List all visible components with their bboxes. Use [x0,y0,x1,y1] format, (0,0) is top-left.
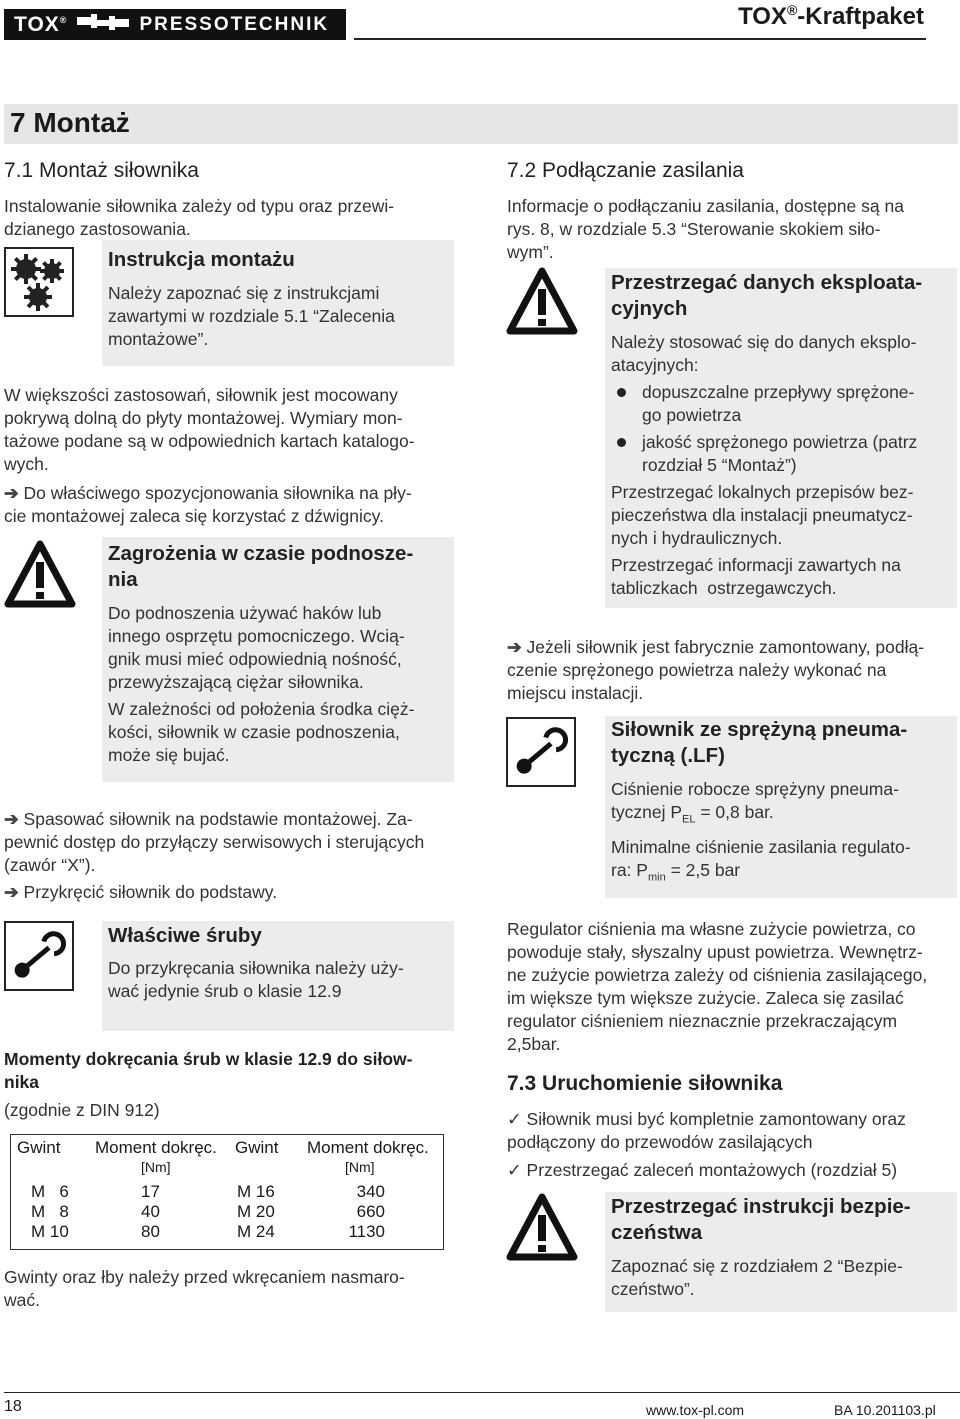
box-lifting-hazards: Zagrożenia w czasie podnosze- nia Do podnoszenia używać haków lub innego osprzętu pomocniczego. Wcią- gnik musi mieć odpowiednią nośność, przewyższającą ciężar siłownika. W zależności od położenia środka cięż- kości, siłownik w czasie podnoszenia, może się bujać. [102,537,454,782]
list-item: jakość sprężonego powietrza (patrz rozdział 5 “Montaż”) [611,431,951,477]
box-proper-screws: Właściwe śruby Do przykręcania siłownika należy uży- wać jedynie śrub o klasie 12.9 [102,921,454,1031]
checklist: ✓ Siłownik musi być kompletnie zamontowany oraz podłączony do przewodów zasilających ✓ Przestrzegać zaleceń montażowych (rozdział 5) [507,1109,906,1180]
logo-tox: TOX® [14,12,68,36]
table-right-torques: 340 660 1130 [348,1182,385,1241]
bullet-icon [617,388,626,397]
wrench-icon [4,921,74,996]
footer-url[interactable]: www.tox-pl.com [646,1402,745,1418]
warning-icon [506,1193,578,1266]
paragraph-factory-mounted: ➔ Jeżeli siłownik jest fabrycznie zamontowany, podłą- czenie sprężonego powietrza należy wykonać na miejscu instalacji. [507,637,925,703]
table-left-threads: M 6 M 8 M 10 [31,1182,69,1241]
arrow-icon: ➔ [4,882,19,902]
paragraph-fit: ➔ Spasować siłownik na podstawie montażowej. Za- pewnić dostęp do przyłączy serwisowych i sterujących (zawór “X”). [4,809,425,875]
box-installation-instructions: Instrukcja montażu Należy zapoznać się z instrukcjami zawartymi w rozdziale 5.1 “Zalecenia montażowe”. [102,240,454,366]
torque-table: Gwint Moment dokręc. [Nm] Gwint Moment dokręc. [Nm] M 6 M 8 M 10 17 40 80 M 16 M 20 M 24 340 660 1130 [10,1134,444,1250]
table-left-torques: 17 40 80 [141,1182,160,1241]
box-pneumatic-spring: Siłownik ze sprężyną pneuma- tyczną (.LF) Ciśnienie robocze sprężyny pneuma- tycznej $P_{EL} = 0,8$ bar. Minimalne ciśnienie zasilania regulato- ra: $P_{min} = 2,5$ bar [605,716,957,898]
paragraph-regulator: Regulator ciśnienia ma własne zużycie powietrza, co powoduje stały, słyszalny upust powietrza. Wewnętrz- ne zużycie powietrza zależy od ciśnienia zasilającego, im większe tym większe zużycie. Zaleca się zasilać regulator ciśnieniem nieznacznie przekraczającym 2,5bar. [507,919,928,1054]
box-operating-data: Przestrzegać danych eksploata- cyjnych Należy stosować się do danych eksplo- atacyjnych: dopuszczalne przepływy sprężone- go powietrza jakość sprężonego powietrza (patrz rozdział 5 “Montaż”) Przestrzegać lokalnych przepisów bez- pieczeństwa dla instalacji pneumatycz- nych i hydraulicznych. Przestrzegać informacji zawartych na tabliczkach ostrzegawczych. [605,268,957,608]
logo-pressotechnik: PRESSOTECHNIK [139,13,330,35]
heading-7-3: 7.3 Uruchomienie siłownika [507,1072,783,1095]
footer-rule [4,1392,960,1393]
box-safety-instructions: Przestrzegać instrukcji bezpie- czeństwa Zapoznać się z rozdziałem 2 “Bezpie- czeństwo”. [605,1192,957,1312]
check-icon: ✓ [507,1160,522,1180]
document-title: TOX®-Kraftpaket [738,2,924,30]
paragraph-grease: Gwinty oraz łby należy przed wkręcaniem nasmaro- wać. [4,1267,405,1310]
warning-icon [506,267,578,340]
bullet-icon [617,438,626,447]
arrow-icon: ➔ [507,637,522,657]
section-band [4,104,958,144]
company-logo [4,9,346,40]
heading-7-1: 7.1 Montaż siłownika [4,159,199,182]
wrench-icon [506,717,576,792]
check-icon: ✓ [507,1109,522,1129]
pipe-icon [77,13,129,36]
warning-icon [4,540,76,613]
gears-icon [4,247,74,322]
arrow-icon: ➔ [4,809,19,829]
torque-heading: Momenty dokręcania śrub w klasie 12.9 do siłow- nika (zgodnie z DIN 912) [4,1049,413,1120]
paragraph-screw-down: ➔ Przykręcić siłownik do podstawy. [4,882,278,902]
heading-7-2: 7.2 Podłączanie zasilania [507,159,744,182]
paragraph-hoist: ➔ Do właściwego spozycjonowania siłownika na pły- cie montażowej zaleca się korzystać z dźwignicy. [4,483,412,526]
paragraph-power-info: Informacje o podłączaniu zasilania, dostępne są na rys. 8, w rozdziale 5.3 “Sterowanie skokiem siło- wym”. [507,196,904,262]
box-title: Instrukcja montażu [108,248,295,271]
list-item: dopuszczalne przepływy sprężone- go powietrza [611,381,951,427]
arrow-icon: ➔ [4,483,19,503]
paragraph-mounting: W większości zastosowań, siłownik jest mocowany pokrywą dolną do płyty montażowej. Wymiary mon- tażowe podane są w odpowiednich kartach katalogo- wych. [4,385,415,474]
footer-doc-number: BA 10.201103.pl [834,1402,936,1418]
section-title: 7 Montaż [10,107,130,138]
table-right-threads: M 16 M 20 M 24 [237,1182,275,1241]
header-rule [354,38,926,40]
intro-paragraph: Instalowanie siłownika zależy od typu oraz przewi- dzianego zastosowania. [4,196,395,239]
page-number: 18 [4,1398,22,1415]
